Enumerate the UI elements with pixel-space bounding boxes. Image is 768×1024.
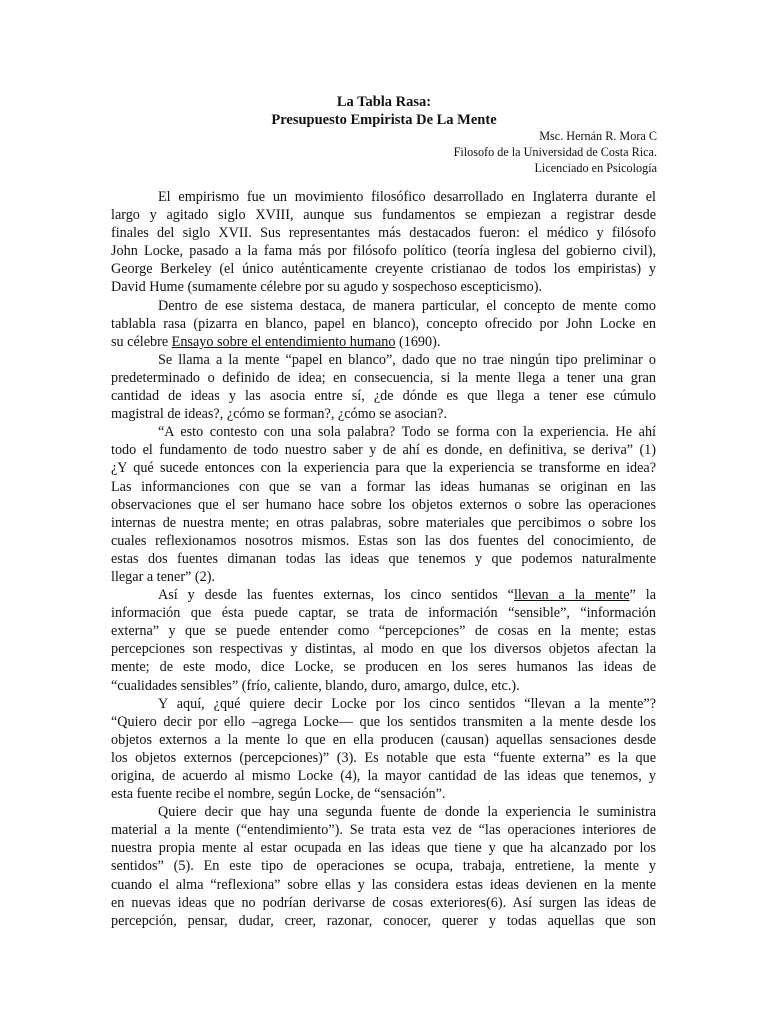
text-line: nuestra propia mente al estar ocupada en las ideas que tiene y que ha alcanzado por los xyxy=(111,840,656,857)
text-line: origina, de acuerdo al mismo Locke (4), la mayor cantidad de las ideas que tenemos, y xyxy=(111,768,656,784)
author-degree: Licenciado en Psicología xyxy=(534,161,657,175)
text-line: “A esto contesto con una sola palabra? Todo se forma con la experiencia. He ahí xyxy=(158,424,656,441)
text-line: percepciones son respectivas y distintas, al modo en que los diversos objetos afectan la xyxy=(111,641,656,658)
text-line: ¿Y qué sucede entonces con la experiencia para que la experiencia se transforme en idea? xyxy=(111,460,656,477)
text-line: externa” y que se puede entender como “percepciones” de cosas en la mente; estas xyxy=(111,623,656,640)
text-line: cuando el alma “reflexiona” sobre ellas y las considera estas ideas devienen en la mente xyxy=(111,876,656,893)
text-line: George Berkeley (el único auténticamente creyente cristianao de todos los empiristas) y xyxy=(111,261,656,278)
text-segment: su célebre xyxy=(111,333,172,350)
text-line: llegar a tener” (2). xyxy=(111,568,215,585)
text-line: mente; de este modo, dice Locke, se producen en los seres humanos las ideas de xyxy=(111,659,656,676)
text-line: Se llama a la mente “papel en blanco”, dado que no trae ningún tipo preliminar o xyxy=(158,351,656,368)
text-line: Y aquí, ¿qué quiere decir Locke por los cinco sentidos “llevan a la mente”? xyxy=(158,695,656,712)
underlined-text: llevan a la mente xyxy=(513,587,630,604)
text-line: finales del siglo XVII. Sus representantes más destacados fueron: el médico y filósofo xyxy=(111,225,656,242)
text-line: información que ésta puede captar, se trata de información “sensible”, “información xyxy=(111,605,656,622)
text-line xyxy=(111,586,656,604)
text-line: largo y agitado siglo XVIII, aunque sus fundamentos se empiezan a registrar desde xyxy=(111,207,656,224)
author-affiliation: Filosofo de la Universidad de Costa Rica. xyxy=(453,145,657,159)
text-segment: ” la xyxy=(629,587,656,604)
text-line: John Locke, pasado a la fama más por filósofo político (teoría inglesa del gobierno civil), xyxy=(111,243,656,260)
text-line: “Quiero decir por ello –agrega Locke— que los sentidos transmiten a la mente desde los xyxy=(111,713,656,730)
document-title: La Tabla Rasa: xyxy=(336,94,432,110)
text-line: estas dos fuentes dimanan todas las ideas que tenemos y que podemos naturalmente xyxy=(111,550,656,567)
text-line: material a la mente (“entendimiento”). Se trata esta vez de “las operaciones interiores de xyxy=(111,822,656,839)
text-line: cuales reflexionamos nosotros mismos. Estas son las dos fuentes del conocimiento, de xyxy=(111,532,656,549)
text-line: observaciones que el ser humano hace sobre los objetos externos o sobre las operaciones xyxy=(111,496,656,513)
text-line: sentidos” (5). En este tipo de operaciones se ocupa, trabaja, entretiene, la mente y xyxy=(111,858,656,875)
text-line: predeterminado o definido de idea; en consecuencia, si la mente llega a tener una gran xyxy=(111,369,656,386)
text-line xyxy=(111,333,656,351)
text-line: cantidad de ideas y las asocia entre sí, ¿de dónde es que llega a tener ese cúmulo xyxy=(111,388,656,405)
body-text xyxy=(111,188,656,930)
text-line: El empirismo fue un movimiento filosófico desarrollado en Inglaterra durante el xyxy=(158,189,656,205)
text-line: Dentro de ese sistema destaca, de manera particular, el concepto de mente como xyxy=(158,297,656,314)
document-subtitle: Presupuesto Empirista De La Mente xyxy=(271,112,497,128)
text-line: los objetos externos (percepciones)” (3). Es notable que esta “fuente externa” es la que xyxy=(111,749,656,766)
text-line: esta fuente recibe el nombre, según Locke, de “sensación”. xyxy=(111,786,446,803)
underlined-text: Ensayo sobre el entendimiento humano xyxy=(171,333,396,350)
text-line: magistral de ideas?, ¿cómo se forman?, ¿cómo se asocian?. xyxy=(111,406,448,423)
text-line: en nuevas ideas que no podrían derivarse de cosas exteriores(6). Así surgen las ideas de xyxy=(111,894,656,911)
text-line: objetos externos a la mente lo que en ella producen (causan) aquellas sensaciones desde xyxy=(111,731,656,748)
text-line: internas de nuestra mente; en otras palabras, sobre materiales que percibimos o sobre los xyxy=(111,514,656,531)
author-name: Msc. Hernán R. Mora C xyxy=(539,129,657,143)
text-line: todo el fundamento de todo nuestro saber y de ahí es donde, en definitiva, se deriva” (1) xyxy=(111,442,656,459)
text-line: “cualidades sensibles” (frío, caliente, blando, duro, amargo, dulce, etc.). xyxy=(111,677,520,694)
text-segment: (1690). xyxy=(395,333,441,350)
text-segment: Así y desde las fuentes externas, los cinco sentidos “ xyxy=(158,587,514,604)
author-block xyxy=(454,128,657,176)
text-line: percepción, pensar, dudar, creer, razonar, conocer, querer y todas aquellas que son xyxy=(111,912,656,929)
text-line: tablabla rasa (pizarra en blanco, papel en blanco), concepto ofrecido por John Locke en xyxy=(111,315,656,332)
text-line: Las informanciones con que se van a formar las ideas humanas se originan en las xyxy=(111,478,656,495)
text-line: David Hume (sumamente célebre por su agudo y sospechoso escepticismo). xyxy=(111,279,543,296)
text-line: Quiere decir que hay una segunda fuente de donde la experiencia le suministra xyxy=(158,804,656,821)
